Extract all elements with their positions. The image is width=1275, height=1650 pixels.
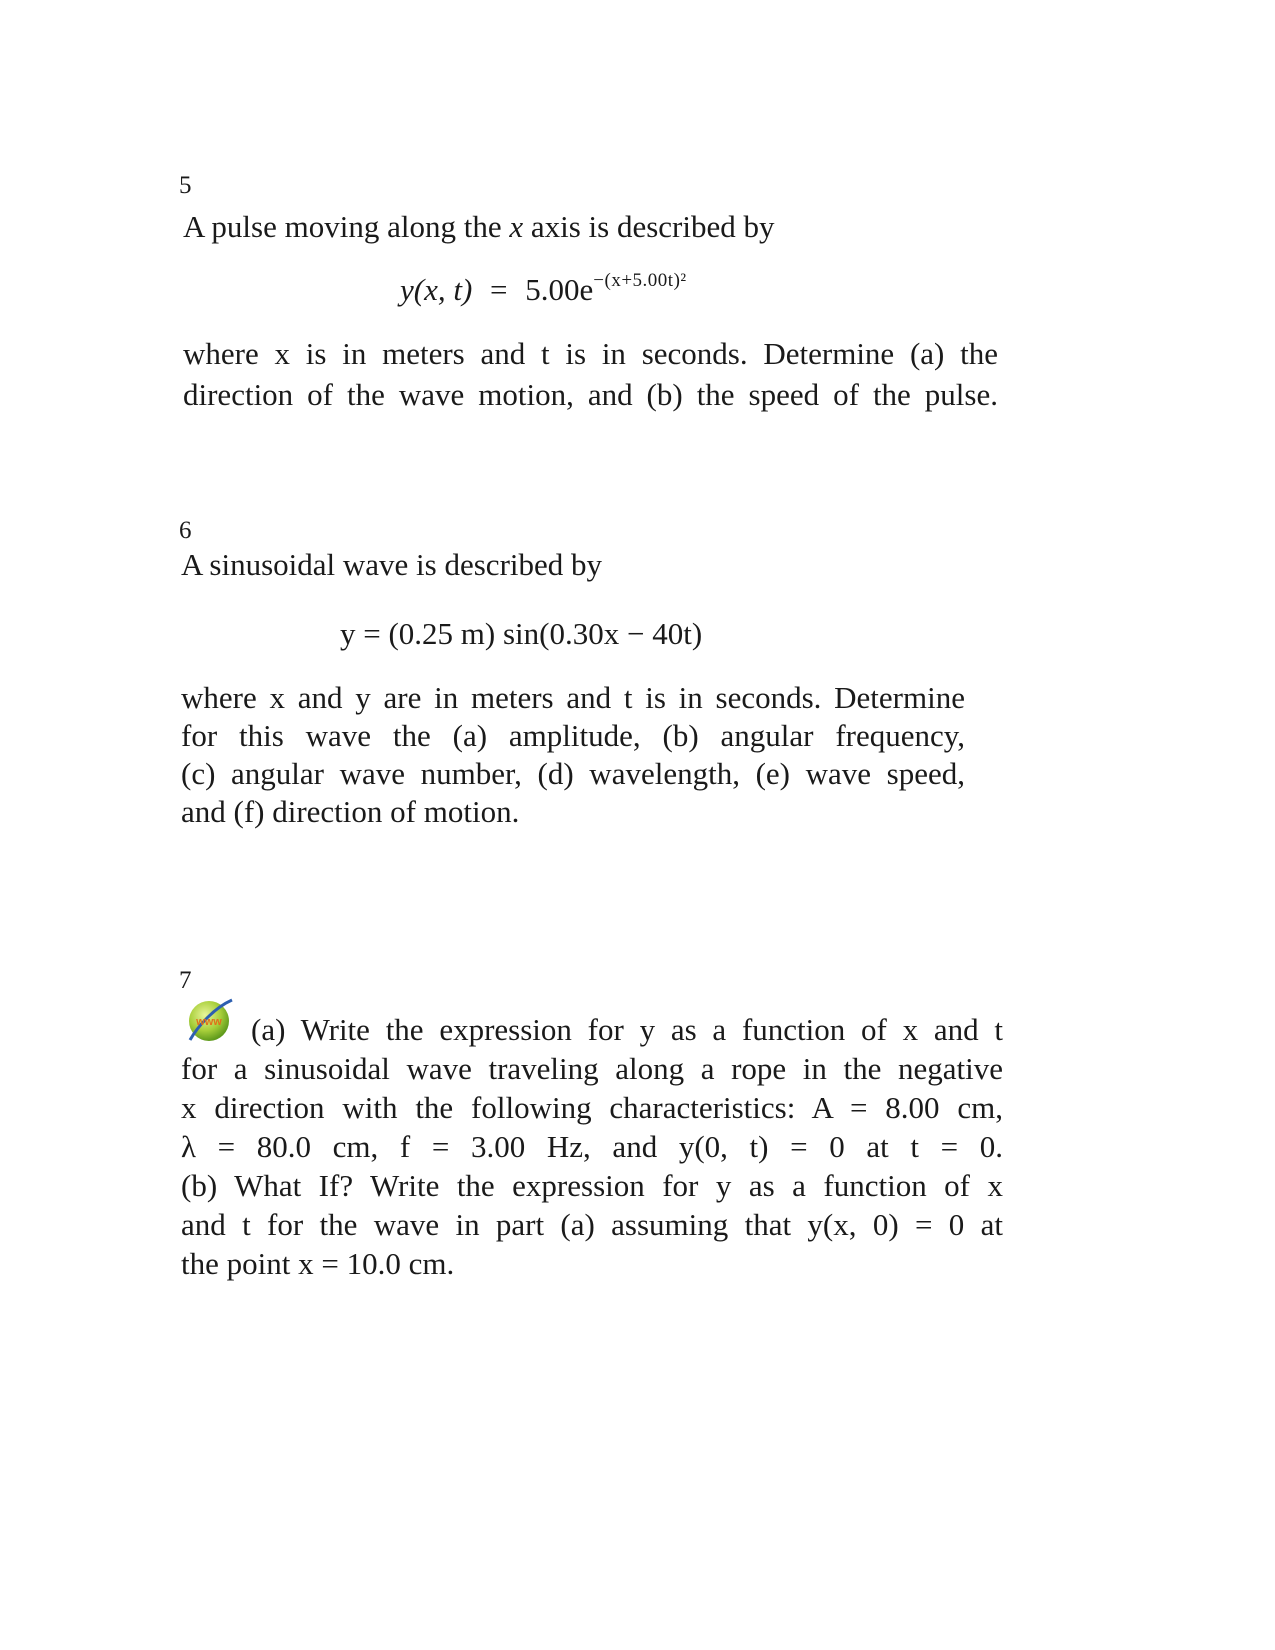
text-line: and (f) direction of motion. [181, 794, 520, 829]
problem-intro: A sinusoidal wave is described by [181, 547, 603, 582]
text-line: (c) angular wave number, (d) wavelength, (e) wave speed, [181, 756, 965, 791]
problem-number: 5 [179, 172, 192, 199]
text-line: where x and y are in meters and t is in seconds. Determine [181, 680, 965, 715]
problem-text [181, 1010, 1003, 1283]
svg-text:www: www [196, 1016, 222, 1028]
text-line: and t for the wave in part (a) assuming that y(x, 0) = 0 at [181, 1207, 1003, 1242]
text-line: direction of the wave motion, and (b) the speed of the pulse. [183, 377, 998, 412]
text-line: x direction with the following characteristics: A = 8.00 cm, [181, 1090, 1003, 1125]
text-line: for this wave the (a) amplitude, (b) angular frequency, [181, 718, 965, 753]
pulse-equation: y(x, $t) = 5.00e^{-(x+5.00t)^2}$ [400, 270, 687, 307]
text-line: (a) Write the expression for y as a function of x and t [251, 1012, 1003, 1047]
text-line: the point x = 10.0 cm. [181, 1246, 455, 1281]
sinusoidal-equation: y = (0.25 m) sin(0.30x − 40t) [340, 616, 703, 651]
text-line: where x is in meters and t is in seconds. Determine (a) the [183, 336, 998, 371]
problem-text [181, 679, 965, 831]
text-line: (b) What If? Write the expression for y as a function of x [181, 1168, 1003, 1203]
problem-number: 7 [179, 967, 192, 994]
problem-intro: A pulse moving along the x axis is described by [183, 209, 775, 244]
problem-number: 6 [179, 517, 192, 544]
text-line: λ = 80.0 cm, f = 3.00 Hz, and y(0, t) = 0 at t = 0. [181, 1129, 1003, 1164]
problem-text [183, 333, 998, 415]
text-line: for a sinusoidal wave traveling along a rope in the negative [181, 1051, 1003, 1086]
